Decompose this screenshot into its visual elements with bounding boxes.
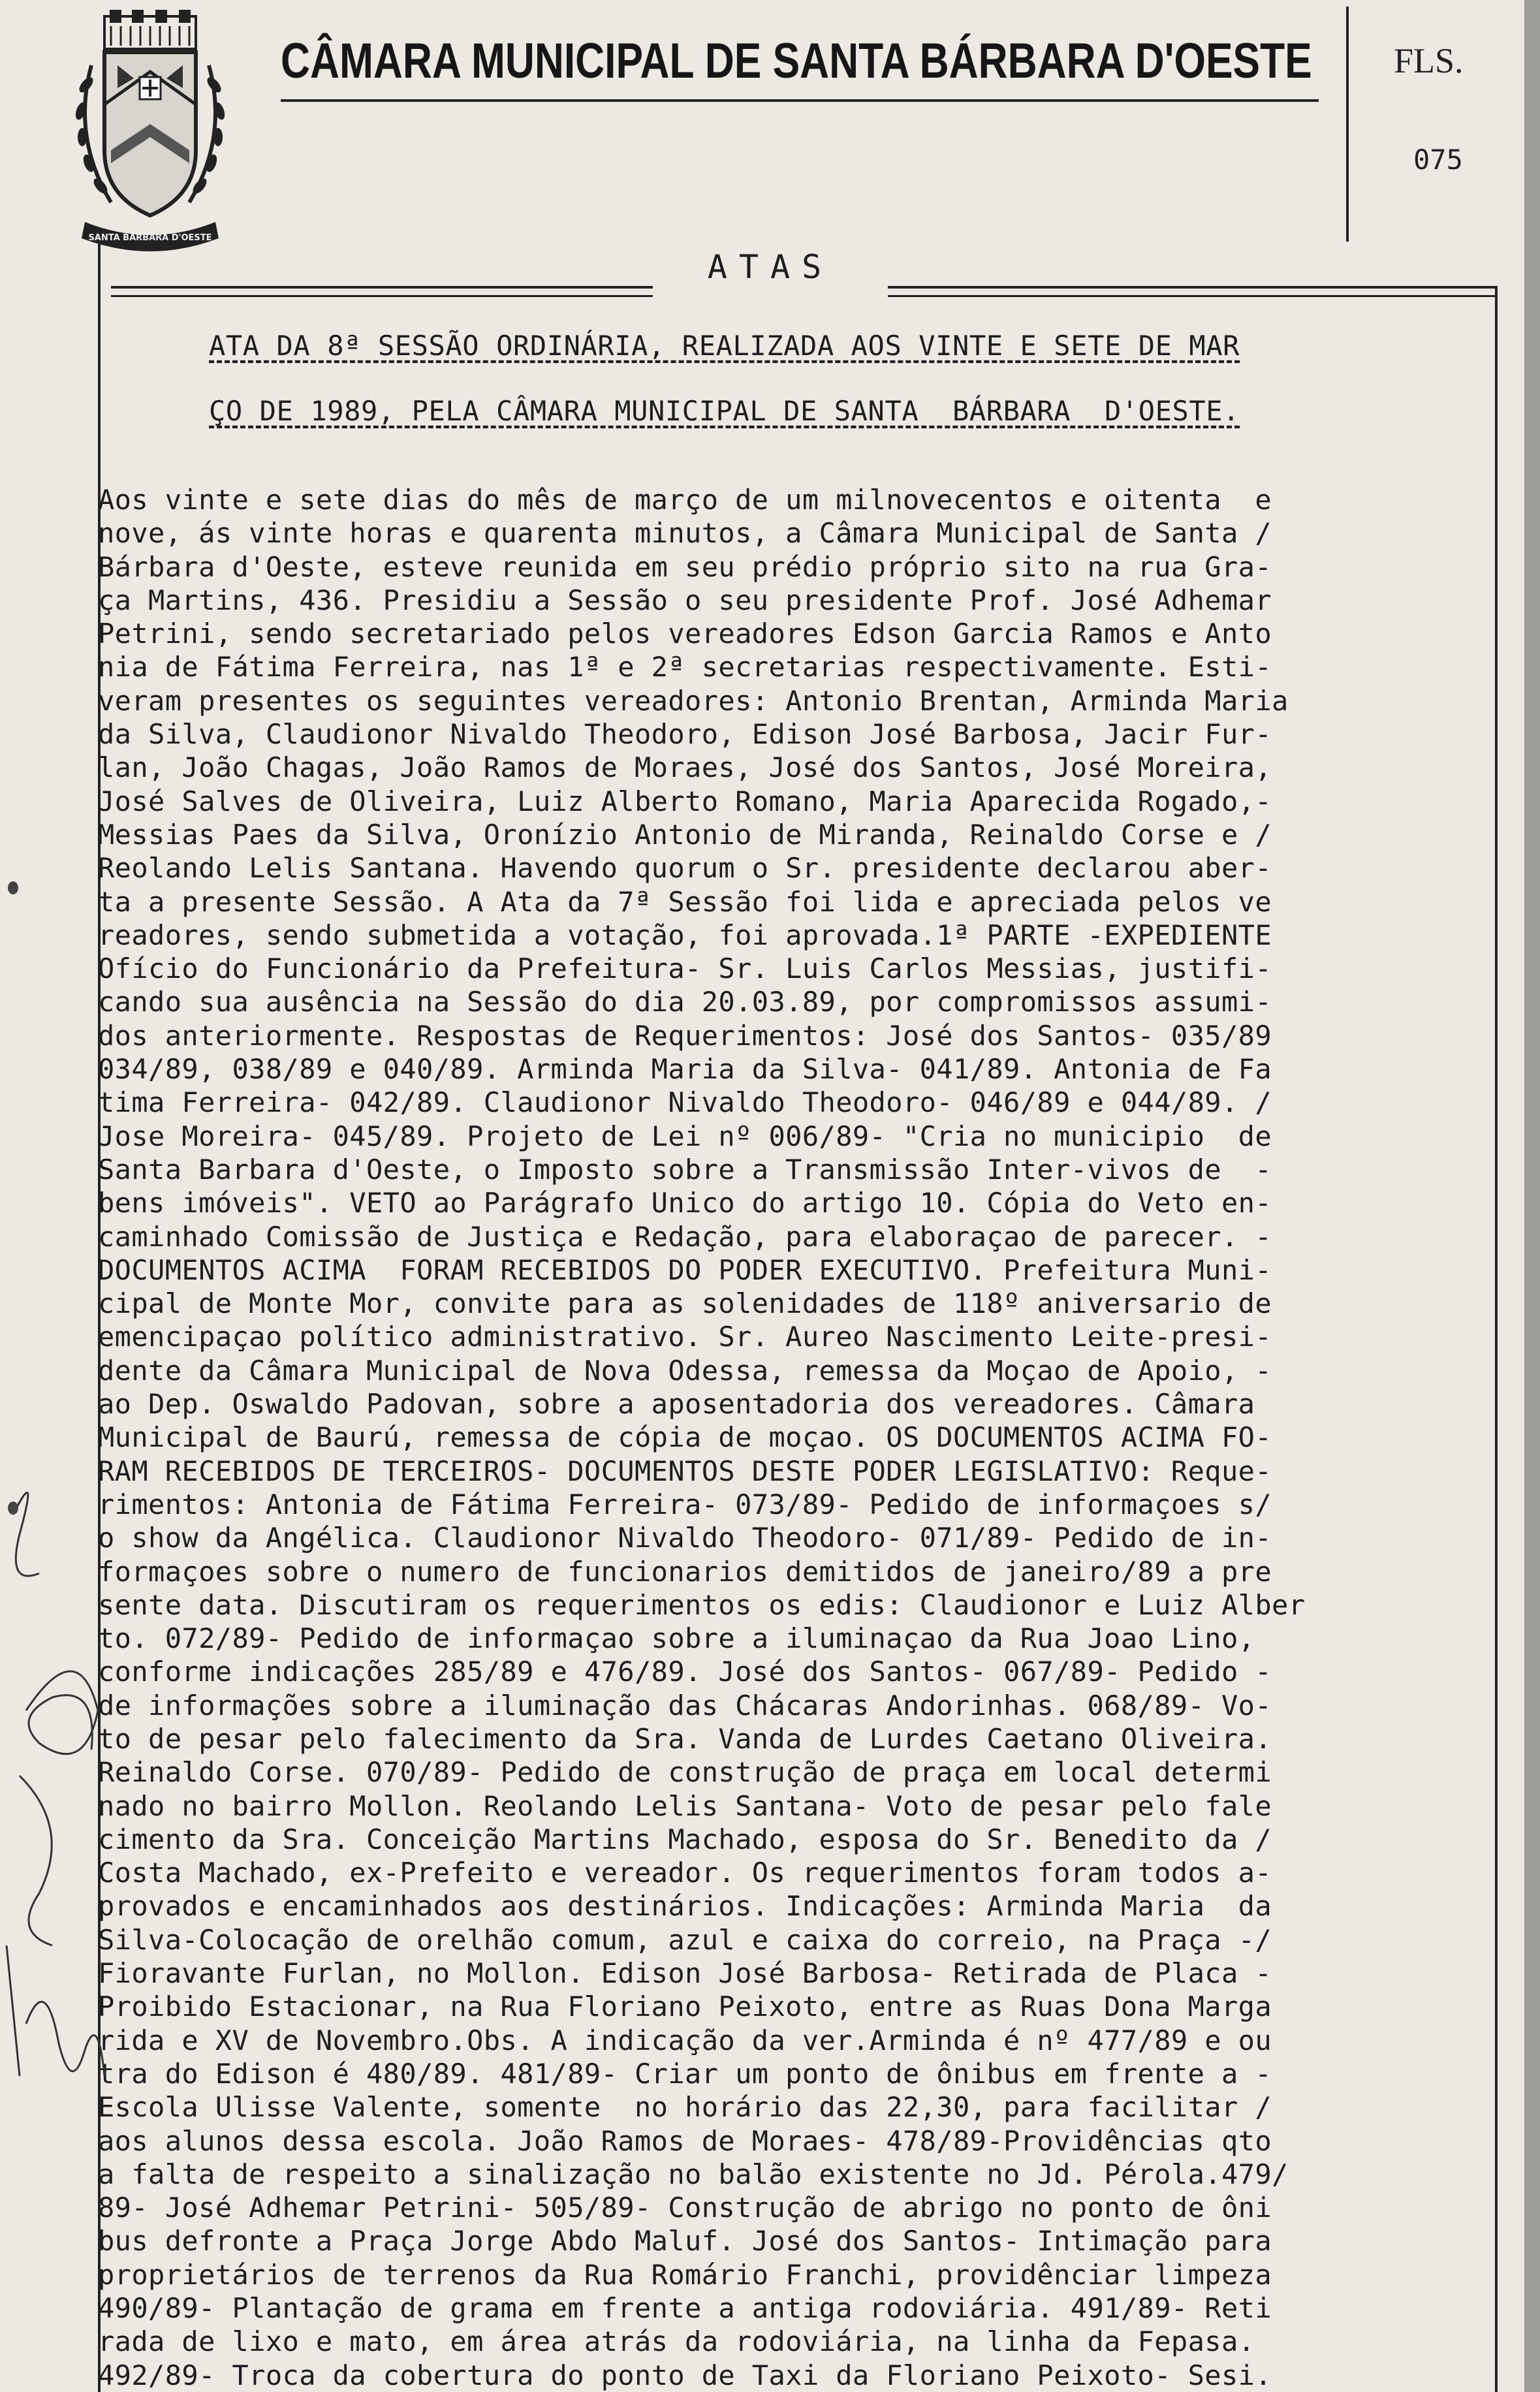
body-line: Costa Machado, ex-Prefeito e vereador. Os requerimentos foram todos a- [98, 1857, 1272, 1889]
body-line: de informações sobre a iluminação das Chácaras Andorinhas. 068/89- Vo- [98, 1689, 1272, 1722]
body-line: Escola Ulisse Valente, somente no horário das 22,30, para facilitar / [98, 2091, 1272, 2124]
body-line: Petrini, sendo secretariado pelos vereadores Edson Garcia Ramos e Anto [98, 618, 1272, 650]
body-line: proprietários de terrenos da Rua Romário Franchi, providênciar limpeza [98, 2258, 1272, 2291]
body-line: cimento da Sra. Conceição Martins Machado, esposa do Sr. Benedito da / [98, 1823, 1272, 1855]
header-rule [281, 99, 1319, 102]
body-line: conforme indicações 285/89 e 476/89. José dos Santos- 067/89- Pedido - [98, 1656, 1272, 1688]
body-line: 89- José Adhemar Petrini- 505/89- Construção de abrigo no ponto de ôni [98, 2192, 1272, 2224]
body-line: rida e XV de Novembro.Obs. A indicação da ver.Arminda é nº 477/89 e ou [98, 2024, 1272, 2056]
body-line: lan, João Chagas, João Ramos de Moraes, José dos Santos, José Moreira, [98, 751, 1272, 784]
body-line: to de pesar pelo falecimento da Sra. Vanda de Lurdes Caetano Oliveira. [98, 1722, 1272, 1755]
body-line: nove, ás vinte horas e quarenta minutos, a Câmara Municipal de Santa / [98, 517, 1272, 550]
frame-top-left [111, 286, 653, 289]
body-line: a falta de respeito a sinalização no balão existente no Jd. Pérola.479/ [98, 2158, 1289, 2190]
body-line: aos alunos dessa escola. João Ramos de Moraes- 478/89-Providências qto [98, 2124, 1272, 2157]
body-line: provados e encaminhados aos destinários. Indicações: Arminda Maria da [98, 1890, 1272, 1923]
body-line: Proibido Estacionar, na Rua Floriano Peixoto, entre as Ruas Dona Marga [98, 1991, 1272, 2023]
body-line: rimentos: Antonia de Fátima Ferreira- 073/89- Pedido de informaçoes s/ [98, 1488, 1272, 1520]
minutes-body [98, 483, 1495, 2392]
body-line: veram presentes os seguintes vereadores: Antonio Brentan, Arminda Maria [98, 684, 1289, 717]
body-line: Silva-Colocação de orelhão comum, azul e caixa do correio, na Praça -/ [98, 1923, 1272, 1956]
body-line: nado no bairro Mollon. Reolando Lelis Santana- Voto de pesar pelo fale [98, 1789, 1272, 1822]
body-line: tra do Edison é 480/89. 481/89- Criar um ponto de ônibus em frente a - [98, 2057, 1272, 2090]
body-line: readores, sendo submetida a votação, foi aprovada.1ª PARTE -EXPEDIENTE [98, 919, 1272, 951]
body-line: emencipaçao político administrativo. Sr. Aureo Nascimento Leite-presi- [98, 1321, 1272, 1353]
fls-label: FLS. [1394, 41, 1464, 80]
body-line: ta a presente Sessão. A Ata da 7ª Sessão foi lida e apreciada pelos ve [98, 885, 1272, 918]
body-line: José Salves de Oliveira, Luiz Alberto Romano, Maria Aparecida Rogado,- [98, 785, 1272, 817]
body-line: cando sua ausência na Sessão do dia 20.03.89, por compromissos assumi- [98, 986, 1272, 1018]
body-line: formaçoes sobre o numero de funcionarios demitidos de janeiro/89 a pre [98, 1555, 1272, 1588]
body-line: bus defronte a Praça Jorge Abdo Maluf. José dos Santos- Intimação para [98, 2225, 1272, 2258]
binder-hole [8, 881, 18, 894]
body-line: sente data. Discutiram os requerimentos os edis: Claudionor e Luiz Alber [98, 1588, 1306, 1621]
body-line: Reolando Lelis Santana. Havendo quorum o Sr. presidente declarou aber- [98, 852, 1272, 885]
body-line: rada de lixo e mato, em área atrás da rodoviária, na linha da Fepasa. [98, 2325, 1255, 2358]
header-divider [1346, 7, 1349, 242]
page-number: 075 [1413, 144, 1463, 176]
body-line: Reinaldo Corse. 070/89- Pedido de construção de praça em local determi [98, 1756, 1272, 1789]
body-line: 034/89, 038/89 e 040/89. Arminda Maria da Silva- 041/89. Antonia de Fa [98, 1053, 1272, 1086]
body-line: o show da Angélica. Claudionor Nivaldo Theodoro- 071/89- Pedido de in- [98, 1522, 1272, 1554]
minutes-heading-line-2: ÇO DE 1989, PELA CÂMARA MUNICIPAL DE SANTA BÁRBARA D'OESTE. [209, 395, 1240, 427]
body-line: bens imóveis". VETO ao Parágrafo Unico do artigo 10. Cópia do Veto en- [98, 1187, 1272, 1220]
body-line: tima Ferreira- 042/89. Claudionor Nivaldo Theodoro- 046/89 e 044/89. / [98, 1086, 1272, 1119]
body-line: Bárbara d'Oeste, esteve reunida em seu prédio próprio sito na rua Gra- [98, 550, 1272, 583]
body-line: cipal de Monte Mor, convite para as solenidades de 118º aniversario de [98, 1287, 1272, 1320]
body-line: dos anteriormente. Respostas de Requerimentos: José dos Santos- 035/89 [98, 1019, 1272, 1052]
body-line: Jose Moreira- 045/89. Projeto de Lei nº 006/89- "Cria no municipio de [98, 1120, 1272, 1152]
body-line: RAM RECEBIDOS DE TERCEIROS- DOCUMENTOS DESTE PODER LEGISLATIVO: Reque- [98, 1455, 1272, 1487]
body-line: caminhado Comissão de Justiça e Redação, para elaboraçao de parecer. - [98, 1220, 1272, 1253]
page-edge-shadow [1524, 0, 1540, 2392]
body-line: Santa Barbara d'Oeste, o Imposto sobre a Transmissão Inter-vivos de - [98, 1153, 1272, 1186]
section-title: ATAS [707, 248, 834, 286]
body-line: Fioravante Furlan, no Mollon. Edison José Barbosa- Retirada de Placa - [98, 1957, 1272, 1990]
crest-motto: SANTA BÁRBARA D'OESTE [88, 233, 212, 243]
handwritten-signature [0, 1436, 111, 2154]
body-line: Ofício do Funcionário da Prefeitura- Sr. Luis Carlos Messias, justifi- [98, 952, 1272, 985]
body-line: 490/89- Plantação de grama em frente a antiga rodoviária. 491/89- Reti [98, 2292, 1272, 2325]
body-line: 492/89- Troca da cobertura do ponto de Taxi da Floriano Peixoto- Sesi. [98, 2359, 1272, 2391]
minutes-heading-line-1: ATA DA 8ª SESSÃO ORDINÁRIA, REALIZADA AOS VINTE E SETE DE MAR [209, 330, 1240, 362]
frame-top-right-rule [888, 295, 1495, 297]
body-line: da Silva, Claudionor Nivaldo Theodoro, Edison José Barbosa, Jacir Fur- [98, 718, 1272, 751]
body-line: dente da Câmara Municipal de Nova Odessa, remessa da Moçao de Apoio, - [98, 1354, 1272, 1387]
binder-hole [8, 1502, 18, 1515]
body-line: to. 072/89- Pedido de informaçao sobre a iluminaçao da Rua Joao Lino, [98, 1622, 1255, 1655]
body-line: DOCUMENTOS ACIMA FORAM RECEBIDOS DO PODER EXECUTIVO. Prefeitura Muni- [98, 1253, 1272, 1286]
coat-of-arms-icon [72, 7, 228, 255]
body-line: Aos vinte e sete dias do mês de março de um milnovecentos e oitenta e [98, 484, 1272, 516]
body-line: ça Martins, 436. Presidiu a Sessão o seu presidente Prof. José Adhemar [98, 584, 1272, 616]
body-line: Messias Paes da Silva, Oronízio Antonio de Miranda, Reinaldo Corse e / [98, 818, 1272, 851]
frame-top-right [888, 286, 1495, 289]
body-line: ao Dep. Oswaldo Padovan, sobre a aposentadoria dos vereadores. Câmara [98, 1388, 1255, 1421]
frame-right [1495, 286, 1498, 2392]
page-title: CÂMARA MUNICIPAL DE SANTA BÁRBARA D'OESTE [281, 33, 1312, 89]
body-line: nia de Fátima Ferreira, nas 1ª e 2ª secretarias respectivamente. Esti- [98, 651, 1272, 684]
frame-top-left-rule [111, 295, 653, 297]
body-line: Municipal de Baurú, remessa de cópia de moçao. OS DOCUMENTOS ACIMA FO- [98, 1421, 1272, 1454]
